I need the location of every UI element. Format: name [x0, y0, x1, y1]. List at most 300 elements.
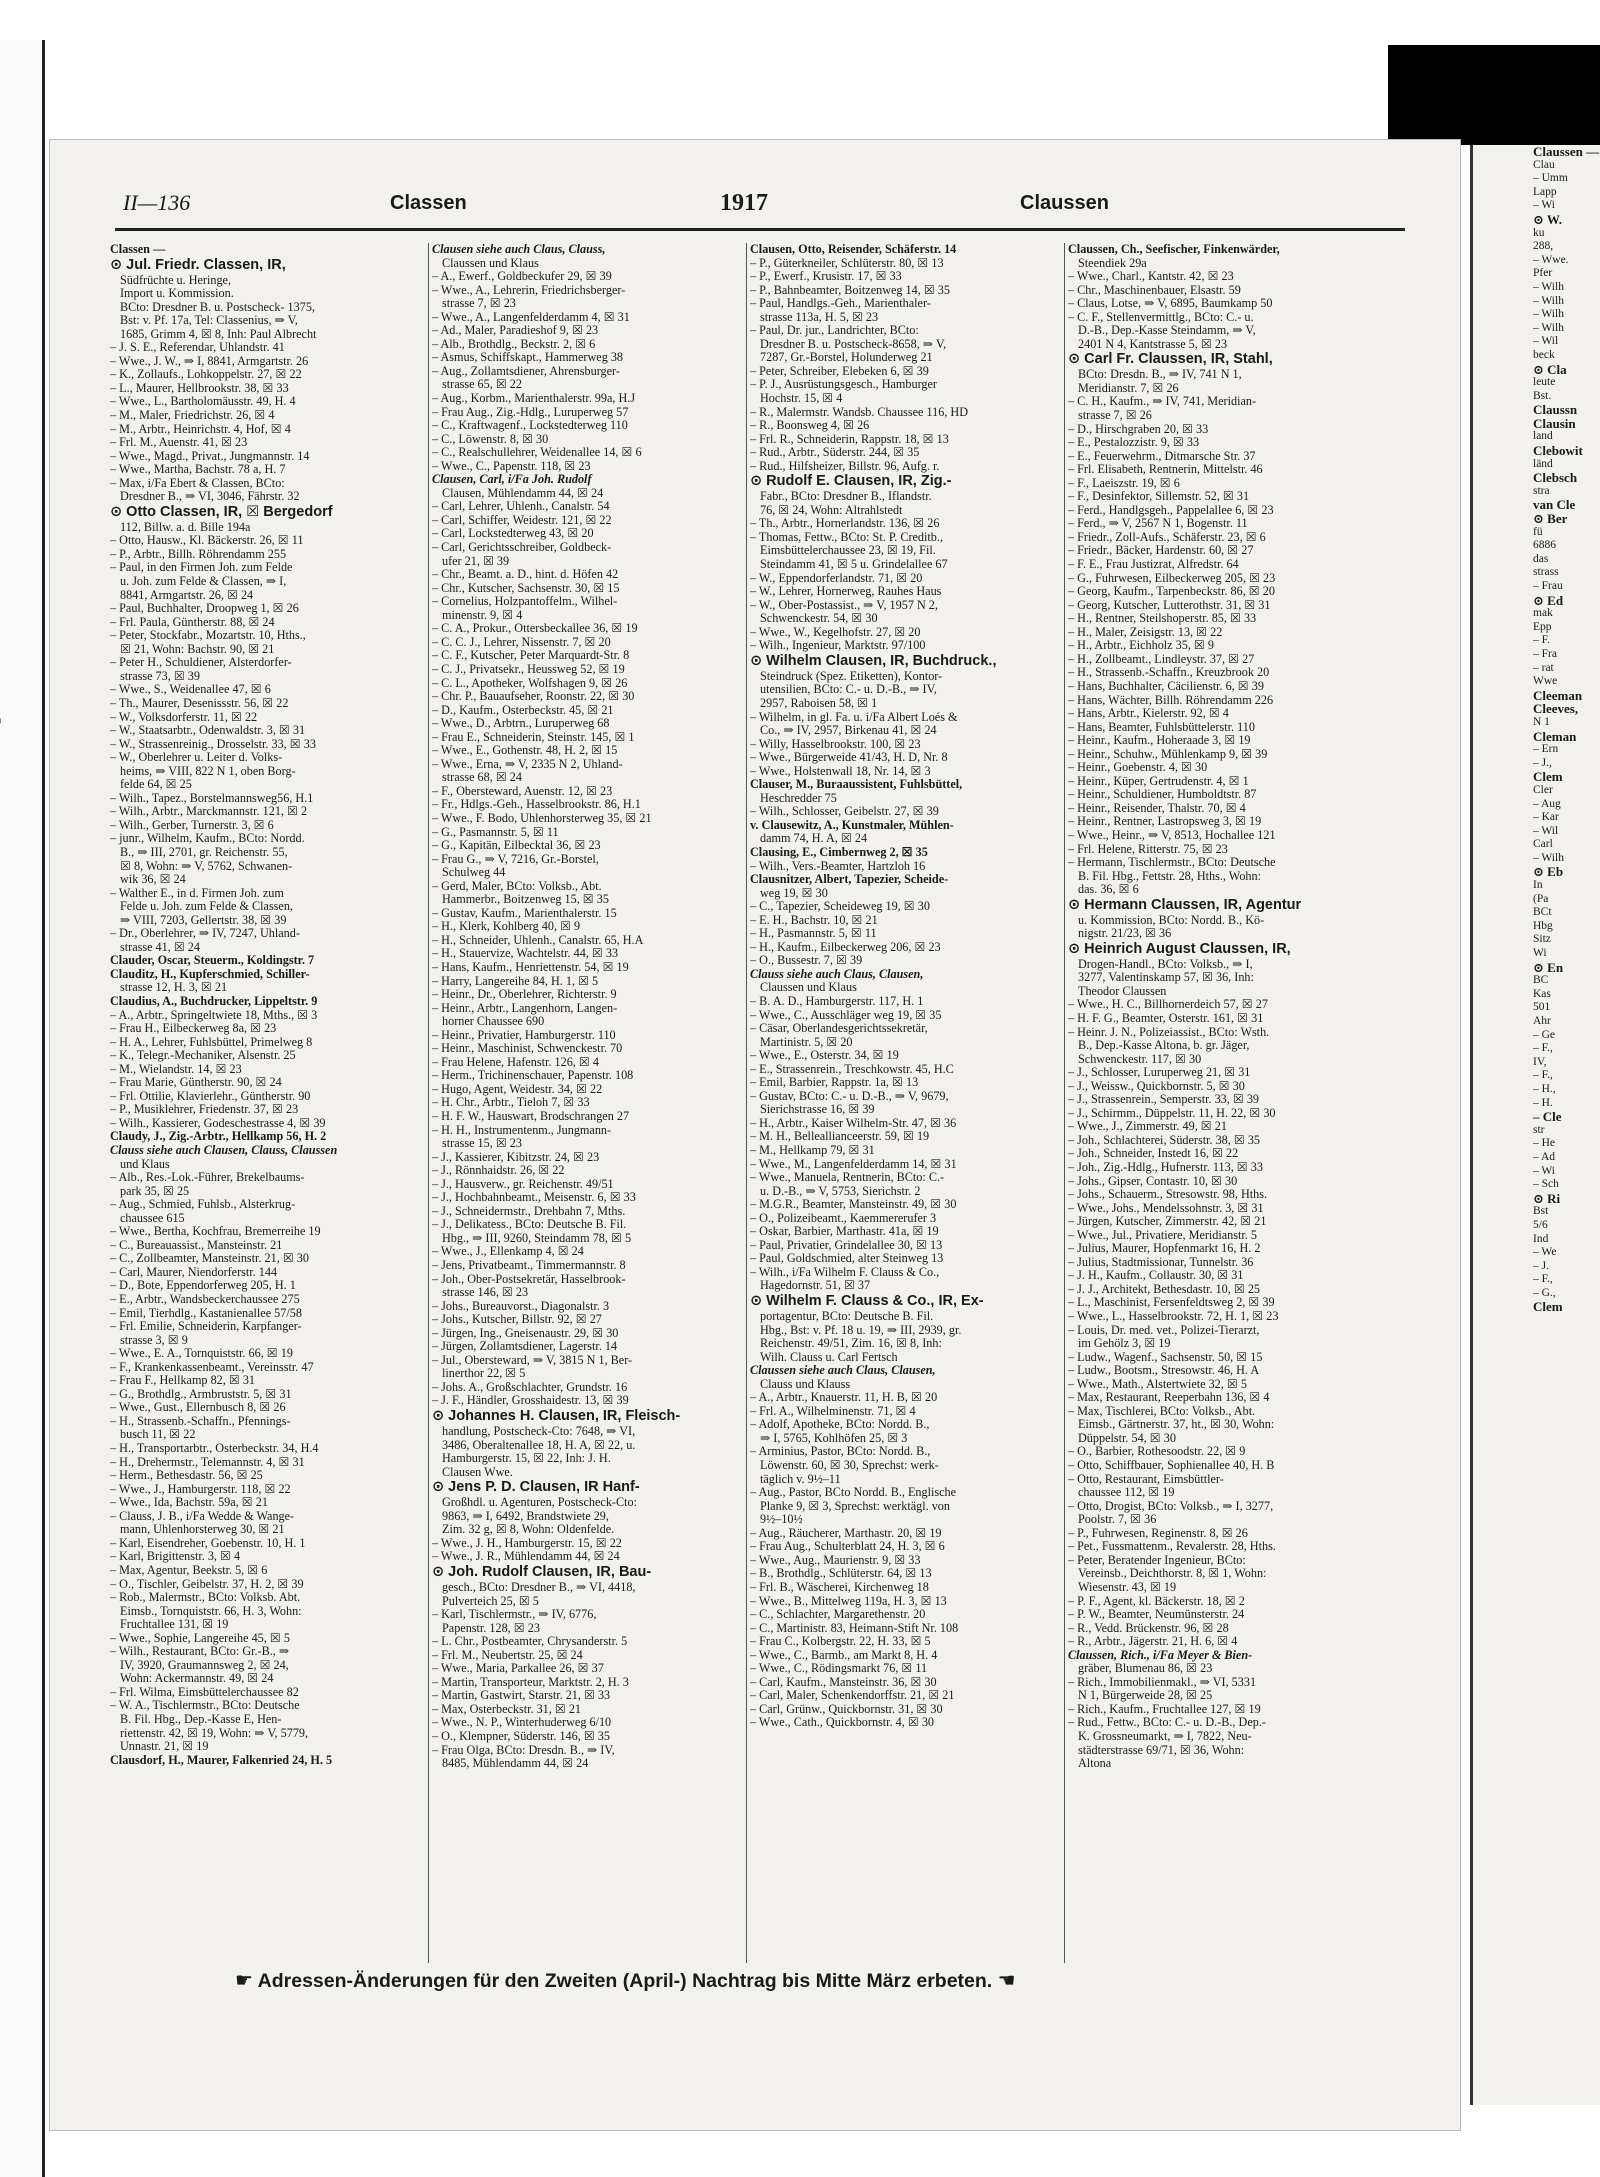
directory-entry: – Paul, in den Firmen Joh. zum Felde — [110, 561, 293, 575]
directory-entry: – Oskar, Barbier, Marthastr. 41a, ☒ 19 — [750, 1225, 939, 1239]
directory-entry: BCto: Dresdner B. u. Postscheck- 1375, — [120, 300, 315, 314]
directory-entry: – Max, Agentur, Beekstr. 5, ☒ 6 — [110, 1563, 268, 1577]
directory-entry: – Rich., Kaufm., Fruchtallee 127, ☒ 19 — [1068, 1702, 1261, 1716]
directory-entry: – Wilh., Tapez., Borstelmannsweg56, H.1 — [110, 791, 314, 805]
directory-entry: – Frl. Elisabeth, Rentnerin, Mittelstr. 46 — [1068, 463, 1263, 477]
directory-entry: – Rich., Immobilienmakl., ⇒ VI, 5331 — [1068, 1675, 1257, 1689]
directory-entry: – P. F., Agent, kl. Bäckerstr. 18, ☒ 2 — [1068, 1594, 1245, 1608]
directory-entry: – Hans, Arbtr., Kielerstr. 92, ☒ 4 — [1068, 707, 1229, 721]
directory-entry: – M., Wielandstr. 14, ☒ 23 — [110, 1062, 242, 1076]
directory-entry: – H., Maler, Zeisigstr. 13, ☒ 22 — [1068, 625, 1223, 639]
directory-entry: Steendiek 29a — [1078, 256, 1147, 270]
directory-entry: – Frl. Ottilie, Klavierlehr., Güntherstr. 90 — [110, 1089, 311, 1103]
directory-entry: – A., Arbtr., Springeltwiete 18, Mths., ☒ 3 — [110, 1008, 318, 1022]
directory-entry: – C., Zollbeamter, Mansteinstr. 21, ☒ 30 — [110, 1252, 309, 1266]
directory-entry: – Alb., Brothdlg., Beckstr. 2, ☒ 6 — [432, 337, 596, 351]
directory-entry: – Rud., Fettw., BCto: C.- u. D.-B., Dep.- — [1068, 1716, 1266, 1730]
directory-entry: strasse 15, ☒ 23 — [442, 1137, 522, 1151]
directory-entry: – Harry, Langereihe 84, H. 1, ☒ 5 — [432, 974, 599, 988]
directory-entry: – Cäsar, Oberlandesgerichtssekretär, — [750, 1022, 928, 1036]
directory-entry: – Pet., Fussmattenm., Revalerstr. 28, Hths. — [1068, 1540, 1276, 1554]
adjacent-page-fragment: Clebowit — [1533, 443, 1583, 459]
adjacent-page-fragment: ⊙ En — [1533, 959, 1564, 975]
directory-entry: – Carl, Lockstedterweg 43, ☒ 20 — [432, 527, 594, 541]
directory-entry: damm 74, H. A, ☒ 24 — [760, 832, 868, 846]
directory-entry: – Wwe., S., Weidenallee 47, ☒ 6 — [110, 683, 271, 697]
directory-entry: – Frl. Paula, Güntherstr. 88, ☒ 24 — [110, 615, 275, 629]
directory-entry: – Karl, Eisendreher, Goebenstr. 10, H. 1 — [110, 1536, 306, 1550]
directory-entry: – J., Hochbahnbeamt., Meisenstr. 6, ☒ 33 — [432, 1191, 636, 1205]
directory-entry: – Julius, Stadtmissionar, Tunnelstr. 36 — [1068, 1255, 1254, 1269]
directory-entry: – R., Vedd. Brückenstr. 96, ☒ 28 — [1068, 1621, 1229, 1635]
directory-entry: – W., Strassenreinig., Drosselstr. 33, ☒ 33 — [110, 737, 316, 751]
directory-entry: – P. J., Ausrüstungsgesch., Hamburger — [750, 378, 937, 392]
directory-entry: – Th., Arbtr., Hornerlandstr. 136, ☒ 26 — [750, 517, 940, 531]
column-4 — [1068, 243, 1386, 1963]
directory-entry: – Frau H., Eilbeckerweg 8a, ☒ 23 — [110, 1022, 277, 1036]
directory-entry: – Frau Olga, BCto: Dresdn. B., ⇒ IV, — [432, 1743, 615, 1757]
directory-entry: Claudy, J., Zig.-Arbtr., Hellkamp 56, H. 2 — [110, 1130, 327, 1144]
directory-entry: – Jürgen, Kutscher, Zimmerstr. 42, ☒ 21 — [1068, 1215, 1267, 1229]
adjacent-page-fragment: – Aug — [1533, 797, 1561, 810]
directory-entry: Clausen Wwe. — [442, 1465, 513, 1479]
directory-entry: – Martin, Transporteur, Marktstr. 2, H. 3 — [432, 1675, 629, 1689]
directory-entry: – Louis, Dr. med. vet., Polizei-Tierarzt, — [1068, 1323, 1260, 1337]
adjacent-page-fragment: Bst — [1533, 1205, 1549, 1218]
directory-entry: – J., Weissw., Quickbornstr. 5, ☒ 30 — [1068, 1079, 1245, 1093]
directory-entry: – Carl, Maurer, Niendorferstr. 144 — [110, 1265, 278, 1279]
adjacent-page-fragment: BCt — [1533, 906, 1552, 919]
directory-entry: Clauder, Oscar, Steuerm., Koldingstr. 7 — [110, 954, 315, 968]
directory-entry: – Frl. R., Schneiderin, Rappstr. 18, ☒ 13 — [750, 432, 949, 446]
directory-entry: – Peter, Beratender Ingenieur, BCto: — [1068, 1553, 1246, 1567]
directory-entry: – L., Maschinist, Fersenfeldtsweg 2, ☒ 39 — [1068, 1296, 1275, 1310]
column-1 — [110, 243, 428, 1963]
directory-entry: Eimsbüttelerchaussee 23, ☒ 19, Fil. — [760, 544, 936, 558]
directory-entry: – A., Ewerf., Goldbeckufer 29, ☒ 39 — [432, 270, 612, 284]
directory-entry: – M., Hellkamp 79, ☒ 31 — [750, 1144, 875, 1157]
directory-entry: Wohn: Ackermannstr. 49, ☒ 24 — [120, 1672, 274, 1686]
column-2 — [432, 243, 750, 1963]
directory-entry: – Martin, Gastwirt, Starstr. 21, ☒ 33 — [432, 1689, 611, 1703]
directory-entry: Düppelstr. 54, ☒ 30 — [1078, 1431, 1176, 1445]
directory-entry: – Fr., Hdlgs.-Geh., Hasselbrookstr. 86, H.1 — [432, 798, 641, 812]
directory-entry: – E., Arbtr., Wandsbeckerchaussee 275 — [110, 1293, 300, 1307]
directory-entry: – Frl. Wilma, Eimsbüttelerchaussee 82 — [110, 1685, 299, 1699]
directory-entry: – Julius, Maurer, Hopfenmarkt 16, H. 2 — [1068, 1242, 1261, 1256]
directory-entry: 1685, Grimm 4, ☒ 8, Inh: Paul Albrecht — [120, 327, 317, 341]
directory-entry: – Paul, Goldschmied, alter Steinweg 13 — [750, 1252, 944, 1266]
directory-entry: – Otto, Schiffbauer, Sophienallee 40, H. B — [1068, 1459, 1275, 1473]
directory-entry: – G., Pasmannstr. 5, ☒ 11 — [432, 825, 559, 839]
adjacent-page-fragment: Clem — [1533, 1299, 1563, 1315]
adjacent-page-fragment: – H., — [1533, 1082, 1556, 1095]
directory-entry: – H., Rentner, Steilshoperstr. 85, ☒ 33 — [1068, 612, 1257, 626]
directory-entry: – C., Schlachter, Margarethenstr. 20 — [750, 1608, 926, 1622]
directory-entry: – E., Strassenrein., Treschkowstr. 45, H.C — [750, 1062, 954, 1076]
directory-entry: – Max, Restaurant, Reeperbahn 136, ☒ 4 — [1068, 1391, 1270, 1405]
directory-entry: N 1, Bürgerweide 28, ☒ 25 — [1078, 1689, 1213, 1703]
adjacent-page-fragment: Claussen — — [1533, 145, 1600, 159]
directory-entry: – Aug., Korbm., Marienthalerstr. 99a, H.J — [432, 392, 636, 406]
directory-entry: – Chr., Maschinenbauer, Elsastr. 59 — [1068, 283, 1241, 297]
directory-entry: – Joh., Schlachterei, Süderstr. 38, ☒ 35 — [1068, 1133, 1261, 1147]
adjacent-page-fragment: ⊙ Ed — [1533, 592, 1564, 608]
directory-entry: – Willy, Hasselbrookstr. 100, ☒ 23 — [750, 737, 921, 751]
directory-entry: 7287, Gr.-Borstel, Holunderweg 21 — [760, 351, 933, 365]
directory-entry: wik 36, ☒ 24 — [120, 873, 186, 887]
directory-entry: – Wwe., A., Langenfelderdamm 4, ☒ 31 — [432, 310, 630, 324]
directory-entry: – C., Tapezier, Scheideweg 19, ☒ 30 — [750, 900, 930, 914]
directory-entry: – Jürgen, Ing., Gneisenaustr. 29, ☒ 30 — [432, 1326, 619, 1340]
directory-entry: ufer 21, ☒ 39 — [442, 554, 510, 568]
directory-entry: – O., Tischler, Geibelstr. 37, H. 2, ☒ 39 — [110, 1577, 304, 1591]
directory-entry: – Claus, Lotse, ⇒ V, 6895, Baumkamp 50 — [1068, 297, 1273, 311]
adjacent-page-fragment: – Frau — [1533, 580, 1563, 592]
directory-entry: – D., Hirschgraben 20, ☒ 33 — [1068, 422, 1209, 436]
directory-entry: – A., Arbtr., Knauerstr. 11, H. B, ☒ 20 — [750, 1391, 938, 1405]
directory-entry: – Hans, Kaufm., Henriettenstr. 54, ☒ 19 — [432, 960, 629, 974]
directory-entry: – M., Arbtr., Heinrichstr. 4, Hof, ☒ 4 — [110, 422, 291, 436]
directory-entry: – W., Ober-Postassist., ⇒ V, 1957 N 2, — [750, 598, 938, 612]
directory-entry: – Wwe., C., Ausschläger weg 19, ☒ 35 — [750, 1008, 942, 1022]
adjacent-page-fragment: – Ad — [1533, 1150, 1556, 1163]
directory-entry: – Wwe., W., Kegelhofstr. 27, ☒ 20 — [750, 625, 921, 639]
directory-entry: – Frl. M., Neubertstr. 25, ☒ 24 — [432, 1648, 583, 1662]
directory-entry: – Wwe., D., Arbtrn., Luruperweg 68 — [432, 717, 610, 731]
binding-spine — [0, 40, 45, 2177]
column-divider — [1064, 243, 1065, 1963]
directory-entry: Clausen, Mühlendamm 44, ☒ 24 — [442, 486, 604, 500]
directory-entry: – H., Pasmannstr. 5, ☒ 11 — [750, 927, 877, 941]
firm-entry: ⊙ Carl Fr. Claussen, IR, Stahl, — [1068, 351, 1273, 368]
directory-entry: – Johs., Schauerm., Stresowstr. 98, Hths. — [1068, 1188, 1268, 1202]
adjacent-page-fragment: 501 — [1533, 1001, 1551, 1014]
directory-entry: – Heinr. J. N., Polizeiassist., BCto: Wsth. — [1068, 1025, 1270, 1039]
directory-entry: – P., Fuhrwesen, Reginenstr. 8, ☒ 26 — [1068, 1526, 1248, 1540]
adjacent-page-fragment: das — [1533, 552, 1549, 565]
directory-entry: – O., Bussestr. 7, ☒ 39 — [750, 954, 863, 968]
directory-entry: – Wwe., Gust., Ellernbusch 8, ☒ 26 — [110, 1401, 286, 1415]
directory-entry: – Hans, Wächter, Billh. Röhrendamm 226 — [1068, 693, 1274, 707]
directory-entry: – G., Fuhrwesen, Eilbeckerweg 205, ☒ 23 — [1068, 571, 1276, 585]
directory-entry: – R., Malermstr. Wandsb. Chaussee 116, HD — [750, 405, 969, 419]
directory-entry: – Wwe., E., Osterstr. 34, ☒ 19 — [750, 1049, 899, 1063]
directory-entry: – Frl. B., Wäscherei, Kirchenweg 18 — [750, 1580, 929, 1594]
directory-entry: – B. A. D., Hamburgerstr. 117, H. 1 — [750, 994, 924, 1008]
directory-entry: chaussee 615 — [120, 1211, 185, 1225]
directory-entry: – Jul., Obersteward, ⇒ V, 3815 N 1, Ber- — [432, 1353, 633, 1367]
directory-entry: – J. F., Händler, Grosshaidestr. 13, ☒ 39 — [432, 1394, 629, 1408]
directory-entry: – Aug., Schmied, Fuhlsb., Alsterkrug- — [110, 1198, 296, 1212]
adjacent-page-fragment: ⊙ Cla — [1533, 361, 1567, 377]
directory-entry: Hbg., ⇒ III, 9260, Steindamm 78, ☒ 5 — [442, 1231, 632, 1245]
directory-entry: D.-B., Dep.-Kasse Steindamm, ⇒ V, — [1078, 324, 1256, 338]
directory-entry: Altona — [1078, 1757, 1112, 1771]
directory-entry: – H., Arbtr., Kaiser Wilhelm-Str. 47, ☒ 36 — [750, 1116, 957, 1130]
directory-entry: – Wwe., Heinr., ⇒ V, 8513, Hochallee 121 — [1068, 828, 1276, 842]
directory-entry: – Otto, Restaurant, Eimsbüttler- — [1068, 1472, 1224, 1486]
directory-entry: Hagedornstr. 51, ☒ 37 — [760, 1279, 871, 1293]
directory-entry: strasse 3, ☒ 9 — [120, 1333, 188, 1347]
adjacent-page-fragment: Clebsch — [1533, 470, 1578, 486]
directory-entry: Hammerbr., Boitzenweg 15, ☒ 35 — [442, 893, 609, 907]
directory-entry: – H., Kaufm., Eilbeckerweg 206, ☒ 23 — [750, 940, 941, 954]
directory-entry: – Ad., Maler, Paradieshof 9, ☒ 23 — [432, 324, 599, 338]
adjacent-page-fragment: – G., — [1533, 1286, 1556, 1299]
directory-entry: – Friedr., Bäcker, Hardenstr. 60, ☒ 27 — [1068, 544, 1254, 558]
directory-entry: – Wwe., Ida, Bachstr. 59a, ☒ 21 — [110, 1496, 268, 1510]
directory-entry: – Thomas, Fettw., BCto: St. P. Creditb., — [750, 530, 943, 544]
adjacent-page-fragment: – Wilh — [1533, 321, 1564, 334]
adjacent-page-fragment: BC — [1533, 974, 1549, 987]
directory-entry: park 35, ☒ 25 — [120, 1184, 190, 1198]
directory-entry: – Hans, Buchhalter, Cäcilienstr. 6, ☒ 39 — [1068, 679, 1264, 693]
directory-entry: – Frau F., Hellkamp 82, ☒ 31 — [110, 1374, 256, 1388]
header-rule — [115, 228, 1405, 231]
directory-entry: – J. S. E., Referendar, Uhlandstr. 41 — [110, 341, 285, 355]
directory-entry: – C. J., Privatsekr., Heussweg 52, ☒ 19 — [432, 662, 625, 676]
directory-entry: u. Joh. zum Felde & Classen, ⇒ I, — [120, 575, 287, 589]
firm-entry: ⊙ Rudolf E. Clausen, IR, Zig.- — [750, 473, 952, 490]
directory-entry: strasse 41, ☒ 24 — [120, 940, 200, 954]
column-3 — [750, 243, 1068, 1963]
adjacent-page-fragment: mak — [1533, 607, 1553, 620]
page-number: II—136 — [123, 190, 191, 215]
directory-entry: – H., Klerk, Kohlberg 40, ☒ 9 — [432, 920, 581, 934]
directory-entry: Löwenstr. 60, ☒ 30, Sprechst: werk- — [760, 1459, 939, 1473]
directory-entry: Clausdorf, H., Maurer, Falkenried 24, H. 5 — [110, 1753, 333, 1767]
directory-entry: – Wwe., Holstenwall 18, Nr. 14, ☒ 3 — [750, 764, 931, 778]
adjacent-page-fragment: – Ge — [1533, 1028, 1556, 1041]
directory-entry: – Wwe., Johs., Mendelssohnstr. 3, ☒ 31 — [1068, 1201, 1264, 1215]
directory-entry: – E., Feuerwehrm., Ditmarsche Str. 37 — [1068, 449, 1256, 463]
directory-entry: chaussee 112, ☒ 19 — [1078, 1486, 1175, 1500]
adjacent-page-fragment: ⊙ W. — [1533, 211, 1562, 227]
directory-entry: – Frl. A., Wilhelminenstr. 71, ☒ 4 — [750, 1404, 916, 1418]
adjacent-page-fragment: In — [1533, 879, 1543, 892]
directory-entry: 2401 N 4, Kantstrasse 5, ☒ 23 — [1078, 337, 1228, 351]
adjacent-page-fragment: Wwe — [1533, 675, 1558, 688]
firm-entry: ⊙ Jul. Friedr. Classen, IR, — [110, 256, 286, 273]
directory-entry: und Klaus — [120, 1157, 170, 1171]
adjacent-page-fragment: – Wil — [1533, 824, 1559, 837]
directory-entry: – J., Kassierer, Kibitzstr. 24, ☒ 23 — [432, 1150, 600, 1164]
directory-entry: ☒ 21, Wohn: Bachstr. 90, ☒ 21 — [120, 642, 275, 656]
directory-entry: – Carl, Maler, Schenkendorffstr. 21, ☒ 21 — [750, 1689, 955, 1703]
directory-entry: – Wwe., Aug., Maurienstr. 9, ☒ 33 — [750, 1553, 921, 1567]
directory-entry: – Wwe., A., Lehrerin, Friedrichsberger- — [432, 283, 626, 297]
directory-entry: – Carl, Schiffer, Weidestr. 121, ☒ 22 — [432, 513, 612, 527]
directory-entry: – Wwe., C., Rödingsmarkt 76, ☒ 11 — [750, 1662, 928, 1676]
directory-entry: Co., ⇒ IV, 2957, Birkenau 41, ☒ 24 — [760, 724, 937, 738]
adjacent-page-fragment: – Wilh — [1533, 294, 1564, 307]
directory-entry: handlung, Postscheck-Cto: 7648, ⇒ VI, — [442, 1425, 636, 1439]
directory-entry: Unnastr. 21, ☒ 19 — [120, 1740, 209, 1754]
directory-entry: – H., Zollbeamt., Lindleystr. 37, ☒ 27 — [1068, 652, 1255, 666]
directory-entry: – H. F. W., Hauswart, Brodschrangen 27 — [432, 1110, 630, 1123]
directory-entry: – Karl, Brigittenstr. 3, ☒ 4 — [110, 1550, 241, 1564]
directory-entry: – W., Volksdorferstr. 11, ☒ 22 — [110, 710, 258, 724]
directory-entry: Martinistr. 5, ☒ 20 — [760, 1035, 853, 1049]
adjacent-page-fragment: Epp — [1533, 620, 1552, 633]
directory-entry: – K., Telegr.-Mechaniker, Alsenstr. 25 — [110, 1049, 296, 1063]
directory-entry: strasse 7, ☒ 23 — [442, 297, 516, 311]
directory-entry: – Heinr., Schuldiener, Humboldtstr. 87 — [1068, 788, 1257, 802]
directory-entry: – Frau Aug., Zig.-Hdlg., Luruperweg 57 — [432, 405, 629, 419]
directory-entry: – Wwe., Erna, ⇒ V, 2335 N 2, Uhland- — [432, 757, 623, 771]
directory-entry: Planke 9, ☒ 3, Sprechst: werktägl. von — [760, 1499, 950, 1513]
firm-entry: ⊙ Heinrich August Claussen, IR, — [1068, 940, 1291, 957]
directory-entry: Claussen siehe auch Claus, Clausen, — [750, 1364, 936, 1378]
page-header — [115, 180, 1410, 220]
directory-entry: B., ⇒ III, 2701, gr. Reichenstr. 55, — [120, 845, 288, 859]
adjacent-page-fragment: – H. — [1533, 1096, 1553, 1109]
directory-entry: – Heinr., Arbtr., Langenhorn, Langen- — [432, 1001, 618, 1015]
directory-entry: portagentur, BCto: Deutsche B. Fil. — [760, 1310, 934, 1324]
directory-entry: – M., Maler, Friedrichstr. 26, ☒ 4 — [110, 409, 275, 423]
directory-entry: – Wwe., Math., Alstertwiete 32, ☒ 5 — [1068, 1377, 1247, 1391]
directory-entry: – H. F. G., Beamter, Osterstr. 161, ☒ 31 — [1068, 1011, 1264, 1025]
directory-entry: – Chr. P., Bauaufseher, Roonstr. 22, ☒ 30 — [432, 690, 635, 704]
firm-entry: ⊙ Wilhelm F. Clauss & Co., IR, Ex- — [750, 1293, 984, 1310]
directory-entry: – Johs., Gipser, Contastr. 10, ☒ 30 — [1068, 1174, 1238, 1188]
directory-entry: – H., Schneider, Uhlenh., Canalstr. 65, H.A — [432, 933, 644, 947]
directory-entry: Clauss siehe auch Claus, Clausen, — [750, 967, 924, 981]
directory-entry: – Cornelius, Holzpantoffelm., Wilhel- — [432, 595, 618, 609]
directory-entry: – P., Ewerf., Krusistr. 17, ☒ 33 — [750, 270, 902, 284]
firm-entry: ⊙ Hermann Claussen, IR, Agentur — [1068, 896, 1302, 913]
adjacent-page-fragment: – J. — [1533, 1259, 1549, 1272]
directory-entry: – Wwe., L., Bartholomäusstr. 49, H. 4 — [110, 395, 296, 409]
directory-entry: Clauditz, H., Kupferschmied, Schiller- — [110, 967, 310, 981]
directory-entry: Wiesenstr. 43, ☒ 19 — [1078, 1580, 1177, 1594]
directory-entry: Pulverteich 25, ☒ 5 — [442, 1594, 539, 1608]
directory-entry: – L., Maurer, Hellbrookstr. 38, ☒ 33 — [110, 381, 289, 395]
directory-entry: Bst: v. Pf. 17a, Tel: Classenius, ⇒ V, — [120, 314, 298, 328]
directory-entry: – H., Transportarbtr., Osterbeckstr. 34, H.4 — [110, 1442, 319, 1456]
adjacent-page-fragment: – F., — [1533, 1069, 1553, 1082]
directory-entry: – Wwe., Sophie, Langereihe 45, ☒ 5 — [110, 1631, 290, 1645]
directory-entry: – Wilh., i/Fa Wilhelm F. Clauss & Co., — [750, 1265, 940, 1279]
directory-entry: Hochstr. 15, ☒ 4 — [760, 392, 843, 406]
directory-entry: – Wwe., J., Ellenkamp 4, ☒ 24 — [432, 1245, 584, 1259]
directory-entry: Dresdner B. u. Postscheck-8658, ⇒ V, — [760, 337, 947, 351]
directory-entry: – Frau E., Schneiderin, Steinstr. 145, ☒ 1 — [432, 730, 635, 744]
adjacent-page-fragment: Kas — [1533, 987, 1551, 1000]
directory-entry: Hamburgerstr. 15, ☒ 22, Inh: J. H. — [442, 1452, 611, 1466]
directory-entry: – P., Bahnbeamter, Boitzenweg 14, ☒ 35 — [750, 283, 950, 297]
directory-entry: ☒ 8, Wohn: ⇒ V, 5762, Schwanen- — [120, 859, 293, 873]
adjacent-page-edge — [1470, 145, 1600, 2105]
directory-entry: 8841, Armgartstr. 26, ☒ 24 — [120, 588, 254, 602]
directory-entry: – H. H., Instrumentenm., Jungmann- — [432, 1123, 612, 1137]
directory-entry: – F., Laeiszstr. 19, ☒ 6 — [1068, 476, 1180, 490]
directory-entry: – Aug., Zollamtsdiener, Ahrensburger- — [432, 364, 620, 378]
directory-entry: – Ludw., Bootsm., Stresowstr. 46, H. A — [1068, 1364, 1260, 1378]
directory-entry: 8485, Mühlendamm 44, ☒ 24 — [442, 1757, 589, 1771]
directory-entry: – Wwe., B., Mittelweg 119a, H. 3, ☒ 13 — [750, 1594, 947, 1608]
directory-entry: 112, Billw. a. d. Bille 194a — [120, 520, 251, 534]
directory-entry: – Wilh., Restaurant, BCto: Gr.-B., ⇒ — [110, 1645, 290, 1659]
directory-entry: – D., Bote, Eppendorferweg 205, H. 1 — [110, 1279, 296, 1293]
directory-entry: – Heinr., Maschinist, Schwenckestr. 70 — [432, 1042, 623, 1056]
adjacent-page-fragment: 6886 — [1533, 539, 1556, 552]
directory-entry: Steindruck (Spez. Etiketten), Kontor- — [760, 669, 943, 683]
adjacent-page-fragment: Carl — [1533, 838, 1553, 851]
directory-entry: riettenstr. 42, ☒ 19, Wohn: ⇒ V, 5779, — [120, 1726, 309, 1740]
directory-entry: – F. E., Frau Justizrat, Alfredstr. 64 — [1068, 558, 1239, 572]
directory-entry: – Clauss, J. B., i/Fa Wedde & Wange- — [110, 1509, 295, 1523]
footer-notice: Adressen-Änderungen für den Zweiten (April-) Nachtrag bis Mitte März erbeten. — [257, 1970, 993, 1992]
directory-entry: – Asmus, Schiffskapt., Hammerweg 38 — [432, 351, 624, 365]
adjacent-page-fragment: ku — [1533, 226, 1545, 239]
directory-entry: – F., Obersteward, Auenstr. 12, ☒ 23 — [432, 784, 613, 798]
directory-entry: – Dr., Oberlehrer, ⇒ IV, 7247, Uhland- — [110, 927, 300, 941]
directory-entry: – H., Strassenb.-Schaffn., Pfennings- — [110, 1414, 291, 1428]
directory-entry: – Johs. A., Großschlachter, Grundstr. 16 — [432, 1380, 628, 1394]
directory-entry: v. Clausewitz, A., Kunstmaler, Mühlen- — [750, 818, 954, 832]
scan-corner-shadow — [1388, 45, 1600, 145]
directory-entry: – C., Löwenstr. 8, ☒ 30 — [432, 432, 549, 446]
directory-entry: Claussen und Klaus — [442, 256, 539, 270]
directory-entry: – Jürgen, Zollamtsdiener, Lagerstr. 14 — [432, 1340, 618, 1354]
adjacent-page-fragment: ⊙ Ber — [1533, 511, 1568, 527]
directory-entry: Claussen, Ch., Seefischer, Finkenwärder, — [1068, 243, 1280, 256]
directory-entry: – H., Strassenb.-Schaffn., Kreuzbrook 20 — [1068, 666, 1270, 680]
directory-entry: strasse 73, ☒ 39 — [120, 669, 200, 683]
directory-entry: – Wwe., E. A., Tornquiststr. 66, ☒ 19 — [110, 1347, 293, 1361]
directory-entry: – Heinr., Dr., Oberlehrer, Richterstr. 9 — [432, 988, 617, 1002]
adjacent-page-fragment: – Umm — [1533, 172, 1568, 185]
directory-entry: – Aug., Pastor, BCto Nordd. B., Englische — [750, 1486, 957, 1500]
directory-entry: – Heinr., Schuhw., Mühlenkamp 9, ☒ 39 — [1068, 747, 1268, 761]
directory-entry: felde 64, ☒ 25 — [120, 778, 192, 792]
directory-entry: – R., Boonsweg 4, ☒ 26 — [750, 419, 870, 433]
directory-entry: täglich v. 9½–11 — [760, 1472, 841, 1486]
directory-entry: – W., Eppendorferlandstr. 71, ☒ 20 — [750, 571, 923, 585]
adjacent-page-fragment: fü — [1533, 525, 1543, 538]
adjacent-page-fragment: Sitz — [1533, 933, 1551, 946]
directory-entry: strasse 12, H. 3, ☒ 21 — [120, 981, 228, 995]
adjacent-page-fragment: – F., — [1533, 1273, 1553, 1286]
directory-entry: – Carl, Lehrer, Uhlenh., Canalstr. 54 — [432, 500, 610, 514]
directory-entry: – Wilh., Vers.-Beamter, Hartzloh 16 — [750, 859, 926, 873]
directory-entry: – B., Brothdlg., Schlüterstr. 64, ☒ 13 — [750, 1567, 932, 1581]
directory-entry: – H., Arbtr., Eichholz 35, ☒ 9 — [1068, 639, 1214, 653]
directory-entry: – P., Musiklehrer, Friedenstr. 37, ☒ 23 — [110, 1103, 299, 1117]
directory-entry: – C., Kraftwagenf., Lockstedterweg 110 — [432, 419, 628, 433]
adjacent-page-fragment: – Wi — [1533, 199, 1556, 212]
directory-entry: – Wwe., Jul., Privatiere, Meridianstr. 5 — [1068, 1228, 1257, 1242]
directory-entry: – Wwe., E., Gothenstr. 48, H. 2, ☒ 15 — [432, 744, 618, 758]
adjacent-page-fragment: Cleeves, — [1533, 701, 1579, 717]
directory-entry: – G., Kapitän, Eilbecktal 36, ☒ 23 — [432, 839, 601, 853]
directory-entry: – Heinr., Küper, Gertrudenstr. 4, ☒ 1 — [1068, 774, 1249, 788]
directory-entry: – Chr., Kutscher, Sachsenstr. 30, ☒ 15 — [432, 581, 620, 595]
directory-entry: – Wwe., J. R., Mühlendamm 44, ☒ 24 — [432, 1550, 620, 1564]
directory-entry: – Wwe., Cath., Quickbornstr. 4, ☒ 30 — [750, 1716, 935, 1730]
directory-entry: horner Chaussee 690 — [442, 1015, 545, 1029]
directory-entry: – L. Chr., Postbeamter, Chrysanderstr. 5 — [432, 1635, 628, 1649]
directory-entry: – Wilh., Gerber, Turnerstr. 3, ☒ 6 — [110, 818, 274, 832]
adjacent-page-fragment: Wi — [1533, 947, 1547, 960]
directory-entry: – Frau C., Kolbergstr. 22, H. 33, ☒ 5 — [750, 1635, 931, 1649]
page-footer — [235, 1968, 1235, 1996]
directory-entry: – Wwe., N. P., Winterhuderweg 6/10 — [432, 1716, 612, 1730]
directory-entry: – Herm., Bethesdastr. 56, ☒ 25 — [110, 1469, 263, 1483]
directory-entry: – Wwe., Bürgerweide 41/43, H. D, Nr. 8 — [750, 751, 948, 765]
